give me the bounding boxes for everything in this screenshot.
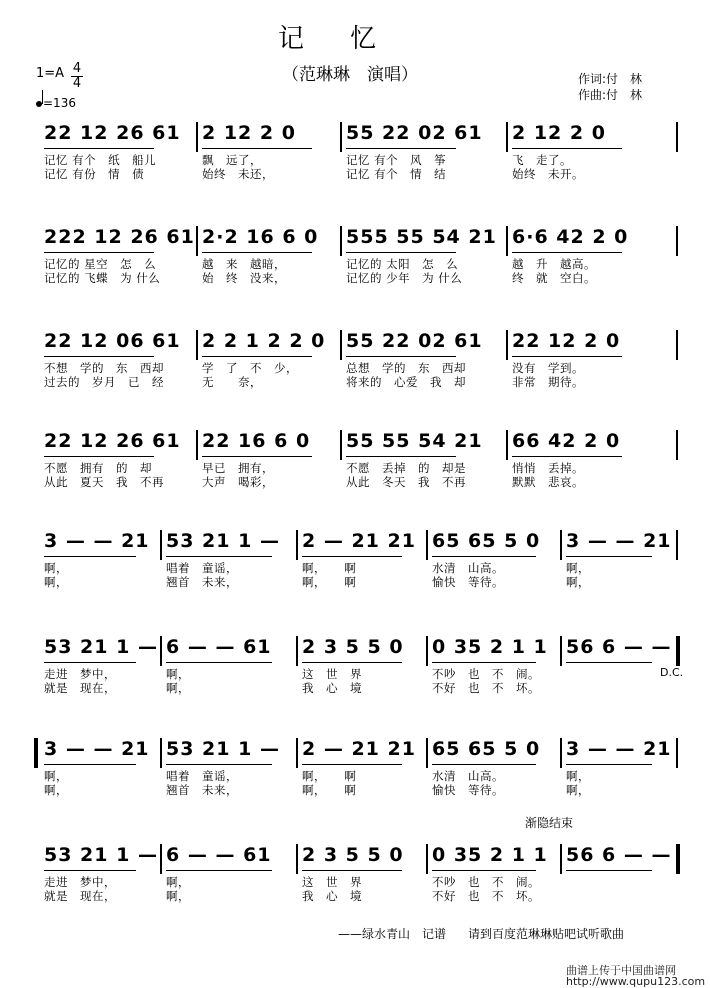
measure <box>38 636 160 695</box>
lyric-verse-2: 始终 未还， <box>202 167 274 181</box>
measure-notes: 2·2 16 6 0 <box>202 226 319 248</box>
measure <box>160 636 296 695</box>
measure-notes: 55 55 54 21 <box>346 430 483 452</box>
measure-notes: 2 2 1 2 2 0 <box>202 330 326 352</box>
barline <box>296 636 298 666</box>
lyric-verse-2: 就是 现在， <box>44 681 116 695</box>
barline <box>560 636 562 666</box>
barline <box>426 530 428 560</box>
da-capo-mark: D.C. <box>660 666 684 679</box>
transcriber-credit: ——绿水青山 记谱 <box>338 927 447 941</box>
lyric-verse-2: 非常 期待。 <box>512 375 584 389</box>
lyric-verse-2: 我 心 境 <box>302 681 362 695</box>
lyric-verse-2: 愉快 等待。 <box>432 783 504 797</box>
beam-line <box>44 356 154 357</box>
measure-notes: 53 21 1 — <box>166 738 280 760</box>
song-subtitle: （范琳琳 演唱） <box>282 65 418 85</box>
barline <box>676 330 678 360</box>
lyric-verse-2: 记忆的 飞蝶 为 什么 <box>44 271 161 285</box>
measure-notes: 3 — — 21 <box>566 738 672 760</box>
beam-line <box>346 252 456 253</box>
lyric-verse-2: 啊， <box>44 783 68 797</box>
lyric-verse-1: 不想 学的 东 西却 <box>44 361 164 375</box>
measure-notes: 53 21 1 — <box>166 530 280 552</box>
measure-notes: 22 12 06 61 <box>44 330 181 352</box>
barline <box>506 226 508 256</box>
lyric-verse-1: 这 世 界 <box>302 875 362 889</box>
barline <box>676 738 678 768</box>
beam-line <box>432 662 536 663</box>
measure-notes: 555 55 54 21 <box>346 226 497 248</box>
measure-notes: 3 — — 21 <box>566 530 672 552</box>
lyric-verse-2: 啊， <box>566 783 590 797</box>
measure-notes: 6·6 42 2 0 <box>512 226 629 248</box>
measure <box>296 844 426 903</box>
measure <box>296 636 426 695</box>
barline <box>340 430 342 460</box>
lyric-verse-1: 总想 学的 东 西却 <box>346 361 466 375</box>
measure <box>296 530 426 589</box>
beam-line <box>346 148 456 149</box>
key-signature: 1=A <box>36 66 65 81</box>
beam-line <box>44 662 136 663</box>
time-signature-top: 4 <box>72 61 82 76</box>
measure-notes: 0 35 2 1 1 <box>432 636 548 658</box>
lyric-verse-2: 我 心 境 <box>302 889 362 903</box>
measure <box>560 844 676 874</box>
measure <box>340 226 506 285</box>
beam-line <box>302 662 402 663</box>
lyric-verse-2: 默默 悲哀。 <box>512 475 584 489</box>
beam-line <box>202 356 312 357</box>
lyric-verse-1: 悄悄 丢掉。 <box>512 461 584 475</box>
measure-notes: 22 16 6 0 <box>202 430 311 452</box>
beam-line <box>432 764 536 765</box>
beam-line <box>346 456 456 457</box>
measure <box>196 122 340 181</box>
beam-line <box>302 556 402 557</box>
lyric-verse-2: 从此 夏天 我 不再 <box>44 475 164 489</box>
measure <box>340 330 506 389</box>
barline <box>426 844 428 874</box>
fade-out-mark: 渐隐结束 <box>525 816 574 830</box>
beam-line <box>44 870 136 871</box>
barline <box>196 430 198 460</box>
barline <box>160 530 162 560</box>
beam-line <box>432 870 536 871</box>
lyric-verse-1: 学 了 不 少， <box>202 361 298 375</box>
lyric-verse-1: 早已 拥有， <box>202 461 274 475</box>
measure-notes: 2 12 2 0 <box>512 122 606 144</box>
barline <box>196 226 198 256</box>
measure <box>560 530 676 589</box>
measure-notes: 55 22 02 61 <box>346 122 483 144</box>
lyric-verse-1: 记忆的 太阳 怎 么 <box>346 257 459 271</box>
beam-line <box>566 870 652 871</box>
lyric-verse-1: 唱着 童谣， <box>166 561 238 575</box>
beam-line <box>44 148 154 149</box>
measure-notes: 222 12 26 61 <box>44 226 195 248</box>
lyric-verse-1: 水清 山高。 <box>432 561 504 575</box>
measure <box>426 636 560 695</box>
song-title: 记忆 <box>277 24 422 54</box>
measure-notes: 56 6 — — <box>566 636 672 658</box>
measure-notes: 65 65 5 0 <box>432 530 541 552</box>
tempo-marking <box>36 96 76 110</box>
lyric-verse-1: 不吵 也 不 闹。 <box>432 875 540 889</box>
measure <box>506 226 676 285</box>
measure <box>38 738 160 797</box>
measure <box>38 330 196 389</box>
beam-line <box>166 764 272 765</box>
measure <box>38 122 196 181</box>
barline <box>676 844 680 874</box>
barline <box>340 330 342 360</box>
measure <box>506 330 676 389</box>
measure-notes: 65 65 5 0 <box>432 738 541 760</box>
lyric-verse-2: 始终 未开。 <box>512 167 584 181</box>
beam-line <box>166 662 272 663</box>
measure <box>38 844 160 903</box>
beam-line <box>566 662 652 663</box>
lyric-verse-2: 啊， <box>44 575 68 589</box>
beam-line <box>166 556 272 557</box>
quarter-note-icon <box>36 101 42 107</box>
lyric-verse-1: 没有 学到。 <box>512 361 584 375</box>
lyric-verse-1: 唱着 童谣， <box>166 769 238 783</box>
measure <box>560 738 676 797</box>
lyric-verse-2: 啊， <box>566 575 590 589</box>
barline <box>426 738 428 768</box>
measure-notes: 2 — 21 21 <box>302 738 416 760</box>
measure <box>426 844 560 903</box>
lyric-verse-2: 记忆 有份 情 债 <box>44 167 145 181</box>
barline <box>560 530 562 560</box>
barline <box>506 430 508 460</box>
repeat-start-barline <box>34 738 38 768</box>
measure-notes: 2 3 5 5 0 <box>302 636 404 658</box>
beam-line <box>432 556 536 557</box>
measure-notes: 22 12 26 61 <box>44 430 181 452</box>
barline <box>676 226 678 256</box>
barline <box>196 122 198 152</box>
barline <box>160 844 162 874</box>
measure-notes: 55 22 02 61 <box>346 330 483 352</box>
lyric-verse-1: 不愿 拥有 的 却 <box>44 461 152 475</box>
lyric-verse-1: 啊， 啊 <box>302 561 357 575</box>
beam-line <box>44 456 154 457</box>
barline <box>296 738 298 768</box>
barline <box>560 844 562 874</box>
lyric-verse-2: 翘首 未来， <box>166 575 238 589</box>
lyric-verse-1: 走进 梦中， <box>44 667 116 681</box>
lyric-verse-2: 啊， 啊 <box>302 575 357 589</box>
lyric-verse-1: 这 世 界 <box>302 667 362 681</box>
lyric-verse-1: 啊， 啊 <box>302 769 357 783</box>
lyric-verse-2: 不好 也 不 坏。 <box>432 681 540 695</box>
lyric-verse-2: 记忆 有个 情 结 <box>346 167 447 181</box>
beam-line <box>566 556 652 557</box>
barline <box>196 330 198 360</box>
barline <box>560 738 562 768</box>
lyric-verse-1: 水清 山高。 <box>432 769 504 783</box>
barline <box>676 122 678 152</box>
measure <box>426 530 560 589</box>
barline <box>676 636 680 666</box>
measure <box>426 738 560 797</box>
tempo-value: =136 <box>43 96 76 110</box>
beam-line <box>512 456 622 457</box>
lyric-verse-1: 越 升 越高。 <box>512 257 596 271</box>
beam-line <box>512 356 622 357</box>
barline <box>676 530 678 560</box>
measure-notes: 3 — — 21 <box>44 738 150 760</box>
composer-credit: 作曲:付 林 <box>578 88 643 102</box>
measure-notes: 53 21 1 — <box>44 636 158 658</box>
beam-line <box>512 252 622 253</box>
beam-line <box>202 456 312 457</box>
beam-line <box>302 764 402 765</box>
beam-line <box>346 356 456 357</box>
measure <box>160 530 296 589</box>
lyric-verse-1: 啊， <box>166 667 190 681</box>
measure <box>38 430 196 489</box>
lyric-verse-1: 走进 梦中， <box>44 875 116 889</box>
measure <box>38 530 160 589</box>
barline <box>160 738 162 768</box>
time-signature-bottom: 4 <box>72 76 82 91</box>
lyric-verse-2: 记忆的 少年 为 什么 <box>346 271 463 285</box>
measure <box>506 122 676 181</box>
barline <box>340 122 342 152</box>
measure <box>196 226 340 285</box>
measure-notes: 3 — — 21 <box>44 530 150 552</box>
beam-line <box>566 764 652 765</box>
lyric-verse-2: 啊， <box>166 681 190 695</box>
measure <box>196 330 340 389</box>
measure-notes: 22 12 2 0 <box>512 330 621 352</box>
measure-notes: 22 12 26 61 <box>44 122 181 144</box>
measure <box>38 226 196 285</box>
measure-notes: 53 21 1 — <box>44 844 158 866</box>
lyric-verse-1: 飞 走了。 <box>512 153 572 167</box>
barline <box>340 226 342 256</box>
beam-line <box>44 764 136 765</box>
barline <box>296 844 298 874</box>
barline <box>506 330 508 360</box>
beam-line <box>512 148 622 149</box>
lyric-verse-2: 愉快 等待。 <box>432 575 504 589</box>
measure <box>340 122 506 181</box>
barline <box>296 530 298 560</box>
site-watermark: 曲谱上传于中国曲谱网 http://www.qupu123.com <box>566 964 706 988</box>
measure <box>506 430 676 489</box>
beam-line <box>44 556 136 557</box>
time-signature <box>70 62 84 91</box>
lyric-verse-1: 越 来 越暗， <box>202 257 286 271</box>
barline <box>160 636 162 666</box>
lyric-verse-2: 大声 喝彩， <box>202 475 274 489</box>
lyric-verse-1: 啊， <box>166 875 190 889</box>
measure <box>196 430 340 489</box>
lyric-verse-1: 不愿 丢掉 的 却是 <box>346 461 466 475</box>
measure <box>160 844 296 903</box>
barline <box>426 636 428 666</box>
beam-line <box>302 870 402 871</box>
measure-notes: 56 6 — — <box>566 844 672 866</box>
lyric-verse-1: 啊， <box>566 769 590 783</box>
measure <box>296 738 426 797</box>
lyric-verse-2: 就是 现在， <box>44 889 116 903</box>
lyric-verse-1: 啊， <box>44 561 68 575</box>
beam-line <box>202 252 312 253</box>
lyric-verse-2: 将来的 心爱 我 却 <box>346 375 466 389</box>
lyric-verse-1: 记忆 有个 纸 船儿 <box>44 153 157 167</box>
measure-notes: 6 — — 61 <box>166 844 272 866</box>
lyric-verse-2: 始 终 没来， <box>202 271 286 285</box>
lyricist-credit: 作词:付 林 <box>578 72 643 86</box>
lyric-verse-1: 不吵 也 不 闹。 <box>432 667 540 681</box>
measure-notes: 6 — — 61 <box>166 636 272 658</box>
measure-notes: 2 3 5 5 0 <box>302 844 404 866</box>
lyric-verse-2: 啊， 啊 <box>302 783 357 797</box>
lyric-verse-2: 终 就 空白。 <box>512 271 596 285</box>
measure-notes: 66 42 2 0 <box>512 430 621 452</box>
beam-line <box>44 252 154 253</box>
barline <box>676 430 678 460</box>
beam-line <box>166 870 272 871</box>
listen-hint: 请到百度范琳琳贴吧试听歌曲 <box>468 927 625 941</box>
measure-notes: 0 35 2 1 1 <box>432 844 548 866</box>
lyric-verse-1: 啊， <box>566 561 590 575</box>
measure-notes: 2 12 2 0 <box>202 122 296 144</box>
beam-line <box>202 148 312 149</box>
lyric-verse-1: 记忆的 星空 怎 么 <box>44 257 157 271</box>
lyric-verse-2: 啊， <box>166 889 190 903</box>
lyric-verse-2: 从此 冬天 我 不再 <box>346 475 466 489</box>
lyric-verse-2: 翘首 未来， <box>166 783 238 797</box>
measure-notes: 2 — 21 21 <box>302 530 416 552</box>
measure <box>340 430 506 489</box>
lyric-verse-2: 不好 也 不 坏。 <box>432 889 540 903</box>
lyric-verse-1: 记忆 有个 风 筝 <box>346 153 447 167</box>
lyric-verse-1: 啊， <box>44 769 68 783</box>
lyric-verse-2: 无 奈， <box>202 375 262 389</box>
measure <box>560 636 676 666</box>
barline <box>506 122 508 152</box>
lyric-verse-1: 飘 远了， <box>202 153 262 167</box>
lyric-verse-2: 过去的 岁月 已 经 <box>44 375 164 389</box>
measure <box>160 738 296 797</box>
